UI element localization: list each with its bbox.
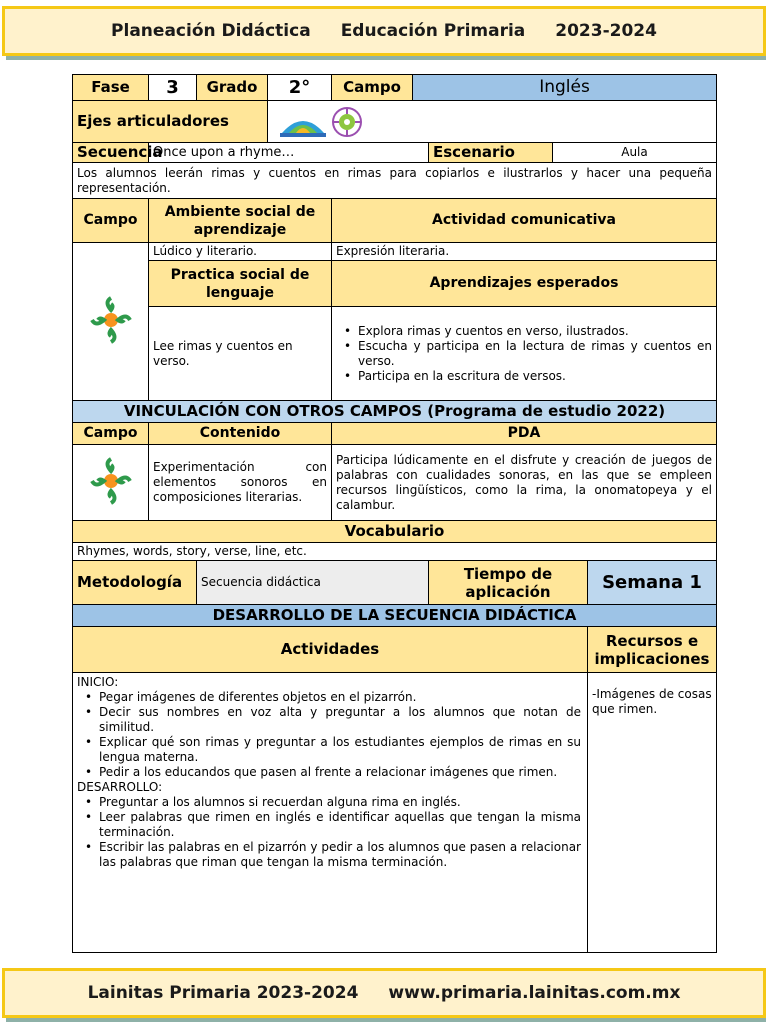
inicio-item: • Pegar imágenes de diferentes objetos en el pizarrón. — [77, 690, 581, 705]
header-shadow — [6, 56, 766, 60]
planning-table — [72, 74, 717, 953]
aprendizajes-list — [336, 324, 712, 384]
campo-value: Inglés — [413, 75, 717, 101]
fase-value: 3 — [149, 75, 197, 101]
tiempo-label: Tiempo de aplicación — [429, 561, 588, 605]
desarrollo-label: DESARROLLO: — [77, 780, 163, 794]
header-banner — [2, 6, 766, 56]
recursos-value: -Imágenes de cosas que rimen. — [588, 673, 717, 953]
contenido-header: Contenido — [149, 423, 332, 445]
header-year: 2023-2024 — [555, 21, 657, 41]
aprendizaje-item: • Explora rimas y cuentos en verso, ilustrados. — [336, 324, 712, 339]
grado-label: Grado — [197, 75, 268, 101]
footer-site-name: Lainitas Primaria 2023-2024 — [87, 983, 359, 1003]
vinc-icon-cell — [73, 445, 149, 521]
campo-header: Campo — [73, 199, 149, 243]
inicio-label: INICIO: — [77, 675, 119, 689]
pda-header: PDA — [332, 423, 717, 445]
grado-value: 2° — [268, 75, 332, 101]
desarrollo-list — [77, 795, 583, 870]
escenario-label: Escenario — [429, 143, 553, 163]
campo-label: Campo — [332, 75, 413, 101]
vinculacion-title: VINCULACIÓN CON OTROS CAMPOS (Programa de estudio 2022) — [73, 401, 717, 423]
aprendizaje-item: • Participa en la escritura de versos. — [336, 369, 712, 384]
lenguajes-icon — [89, 456, 133, 506]
vocabulario-value: Rhymes, words, story, verse, line, etc. — [73, 543, 717, 561]
recursos-header: Recursos e implicaciones — [588, 627, 717, 673]
vinc-campo-header: Campo — [73, 423, 149, 445]
ambiente-header: Ambiente social de aprendizaje — [149, 199, 332, 243]
inicio-item: • Decir sus nombres en voz alta y preguntar a los alumnos que notan de similitud. — [77, 705, 581, 735]
practica-value: Lee rimas y cuentos en verso. — [149, 307, 332, 401]
practica-header: Practica social de lenguaje — [149, 261, 332, 307]
ejes-vida-saludable-icon — [330, 105, 364, 139]
actividades-header: Actividades — [73, 627, 588, 673]
campo-icon-cell — [73, 243, 149, 401]
ambiente-value: Lúdico y literario. — [149, 243, 332, 261]
desarrollo-item: • Preguntar a los alumnos si recuerdan alguna rima en inglés. — [77, 795, 581, 810]
aprendizajes-header: Aprendizajes esperados — [332, 261, 717, 307]
aprendizajes-list-cell — [332, 307, 717, 401]
header-title: Planeación Didáctica — [111, 21, 311, 41]
aprendizaje-item: • Escucha y participa en la lectura de rimas y cuentos en verso. — [336, 339, 712, 369]
desarrollo-item: • Escribir las palabras en el pizarrón y pedir a los alumnos que pasen a relacionar las palabras que riman que tengan la misma terminación. — [77, 840, 581, 870]
header-level: Educación Primaria — [340, 21, 526, 41]
fase-label: Fase — [73, 75, 149, 101]
inicio-item: • Explicar qué son rimas y preguntar a los estudiantes ejemplos de rimas en su lengua materna. — [77, 735, 581, 765]
escenario-value: Aula — [553, 143, 717, 163]
ejes-icons — [268, 101, 717, 143]
ejes-label: Ejes articuladores — [73, 101, 268, 143]
footer-banner — [2, 968, 766, 1018]
actividad-header: Actividad comunicativa — [332, 199, 717, 243]
secuencia-value: Once upon a rhyme… — [149, 143, 429, 163]
inicio-item: • Pedir a los educandos que pasen al frente a relacionar imágenes que rimen. — [77, 765, 581, 780]
metodologia-label: Metodología — [73, 561, 197, 605]
ejes-inclusion-icon — [278, 105, 328, 139]
footer-url[interactable]: www.primaria.lainitas.com.mx — [388, 983, 681, 1003]
desarrollo-title: DESARROLLO DE LA SECUENCIA DIDÁCTICA — [73, 605, 717, 627]
secuencia-label: Secuencia — [73, 143, 149, 163]
inicio-list — [77, 690, 583, 780]
actividades-cell — [73, 673, 588, 953]
desarrollo-item: • Leer palabras que rimen en inglés e identificar aquellas que tengan la misma terminación. — [77, 810, 581, 840]
sequence-description: Los alumnos leerán rimas y cuentos en rimas para copiarlos e ilustrarlos y hacer una pequeña representación. — [73, 163, 717, 199]
semana-value: Semana 1 — [588, 561, 717, 605]
actividad-value: Expresión literaria. — [332, 243, 717, 261]
footer-shadow — [6, 1018, 766, 1022]
vocabulario-header: Vocabulario — [73, 521, 717, 543]
contenido-value: Experimentación con elementos sonoros en composiciones literarias. — [149, 445, 332, 521]
metodologia-value: Secuencia didáctica — [197, 561, 429, 605]
pda-value: Participa lúdicamente en el disfrute y creación de juegos de palabras con cualidades sonoras, en las que se empleen recursos lingüísticos, como la rima, la onomatopeya y el calambur. — [332, 445, 717, 521]
lenguajes-icon — [89, 295, 133, 345]
